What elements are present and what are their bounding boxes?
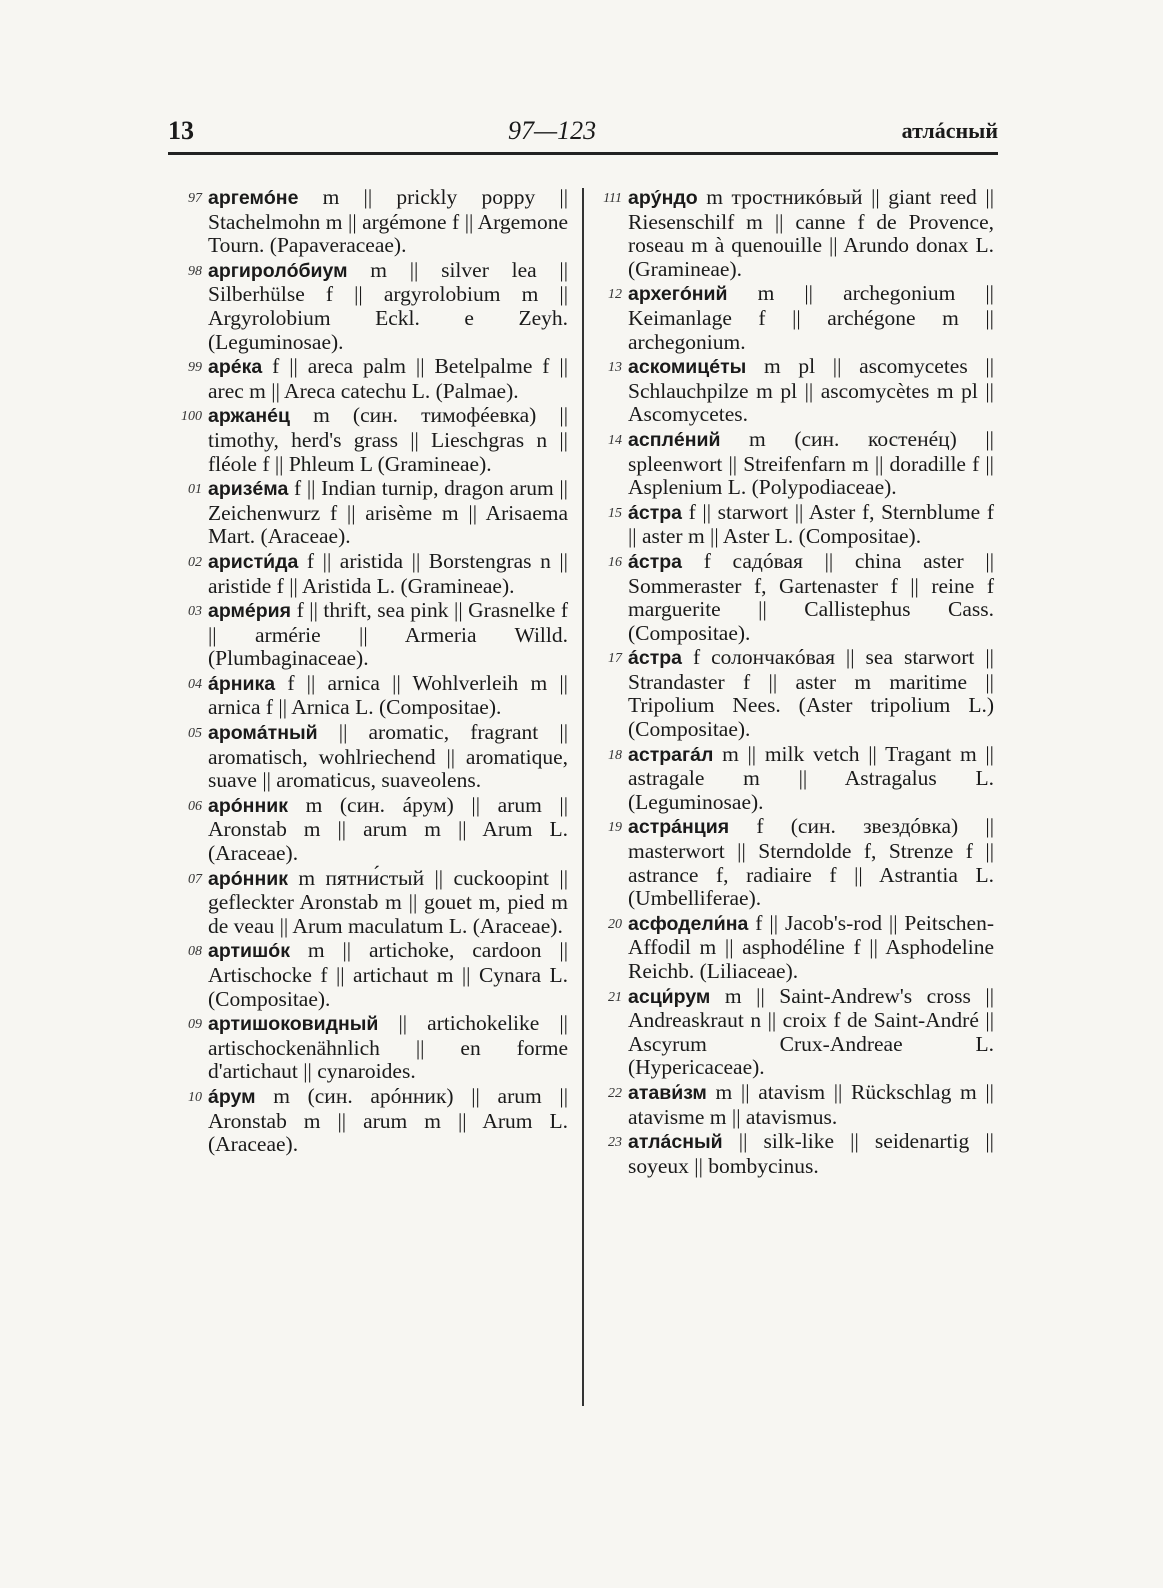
entry-number: 19 xyxy=(608,820,622,836)
entry-text: m || prickly poppy || Stachelmohn m || argémone f || Argemone Tourn. (Papaveraceae). xyxy=(208,185,568,258)
entry-text: || aromatic, fragrant || aromatisch, wohlriechend || aromatique, suave || aromaticus, suaveolens. xyxy=(208,720,568,793)
entry-text: f (син. звездóвка) || masterwort || Sterndolde f, Strenze f || astrance f, radiaire f || Astrantia L. (Umbelliferae). xyxy=(628,814,994,911)
dictionary-entry xyxy=(188,670,568,720)
header-rule xyxy=(168,152,998,155)
dictionary-entry xyxy=(188,548,568,598)
entry-text: m || milk vetch || Tragant m || astragale m || Astragalus L. (Leguminosae). xyxy=(628,741,994,814)
dictionary-entry xyxy=(608,548,994,645)
dictionary-entry xyxy=(608,741,994,815)
headword: арóнник xyxy=(208,794,288,817)
page-header xyxy=(168,112,998,152)
entry-number: 12 xyxy=(608,287,622,303)
dictionary-entry xyxy=(181,403,568,476)
dictionary-entry xyxy=(188,598,568,671)
entry-number: 21 xyxy=(608,989,622,1005)
headword: аргиролóбиум xyxy=(208,259,348,282)
entry-text: || silk-like || seidenartig || soyeux || bombycinus. xyxy=(628,1129,994,1178)
headword: астрáнция xyxy=(628,816,730,839)
headword: áстра xyxy=(628,647,682,670)
entry-number: 97 xyxy=(188,191,202,206)
entry-range: 97—123 xyxy=(508,116,597,145)
entry-number: 18 xyxy=(608,747,622,763)
dictionary-entry xyxy=(188,354,568,403)
guide-word: атлáсный xyxy=(901,118,998,143)
entry-number: 22 xyxy=(608,1085,622,1101)
headword: аристи́да xyxy=(208,550,299,573)
dictionary-entry xyxy=(188,1011,568,1084)
headword: аржанéц xyxy=(208,405,291,428)
entry-text: m pl || ascomycetes || Schlauchpilze m pl || ascomycètes m pl || Ascomycetes. xyxy=(628,354,994,427)
entry-number: 20 xyxy=(608,916,622,932)
entry-text: f садóвая || china aster || Sommeraster f, Gartenaster f || reine f marguerite || Callistephus Cass. (Compositae). xyxy=(628,548,994,645)
headword: аскомицéты xyxy=(628,356,747,379)
entry-text: m тростникóвый || giant reed || Riesenschilf m || canne f de Provence, roseau m à quenouille || Arundo donax L. (Gramineae). xyxy=(628,185,994,281)
entry-number: 13 xyxy=(608,360,622,376)
headword: асци́рум xyxy=(628,985,711,1008)
entry-number: 01 xyxy=(188,482,202,498)
dictionary-entry xyxy=(608,814,994,911)
entry-number: 06 xyxy=(188,798,202,814)
entry-number: 04 xyxy=(188,676,202,692)
entry-text: || artichokelike || artischockenähnlich || en forme d'artichaut || cynaroides. xyxy=(208,1011,568,1084)
entry-number: 05 xyxy=(188,726,202,742)
dictionary-entry xyxy=(188,185,568,258)
entry-text: f || Jacob's-rod || Peitschen-Affodil m || asphodéline f || Asphodeline Reichb. (Liliaceae). xyxy=(628,910,994,983)
dictionary-entry xyxy=(608,645,994,742)
entry-text: m || artichoke, cardoon || Artischocke f || artichaut m || Cynara L. (Compositae). xyxy=(208,938,568,1011)
dictionary-entry xyxy=(608,983,994,1080)
entry-number: 15 xyxy=(608,505,622,521)
entry-text: f || areca palm || Betelpalme f || arec m || Areca catechu L. (Palmae). xyxy=(208,354,568,403)
entry-number: 17 xyxy=(608,651,622,667)
headword: арýндо xyxy=(628,187,698,209)
dictionary-entry xyxy=(608,1079,994,1129)
dictionary-entry xyxy=(608,354,994,427)
entry-text: f || thrift, sea pink || Grasnelke f || armérie || Armeria Willd. (Plumbaginaceae). xyxy=(208,598,568,671)
headword: атави́зм xyxy=(628,1081,707,1104)
entry-number: 10 xyxy=(188,1089,202,1105)
entry-number: 09 xyxy=(188,1017,202,1033)
entry-number: 111 xyxy=(603,191,622,206)
dictionary-entry xyxy=(188,720,568,793)
page-number: 13 xyxy=(168,116,194,145)
headword: артишóк xyxy=(208,940,290,963)
entry-text: m (син. áрум) || arum || Aronstab m || arum m || Arum L. (Araceae). xyxy=(208,792,568,866)
dictionary-entry xyxy=(188,1083,568,1157)
dictionary-entry xyxy=(608,1129,994,1178)
headword: артишоковидный xyxy=(208,1013,379,1036)
dictionary-entry xyxy=(188,257,568,354)
dictionary-entry xyxy=(188,865,568,939)
headword: áстра xyxy=(628,550,682,573)
headword: áрум xyxy=(208,1085,256,1108)
entry-number: 100 xyxy=(181,409,202,425)
entry-text: f || Indian turnip, dragon arum || Zeichenwurz f || arisème m || Arisaema Mart. (Araceae). xyxy=(208,476,568,549)
entry-number: 03 xyxy=(188,604,202,620)
headword: атлáсный xyxy=(628,1131,723,1154)
entry-text: m || atavism || Rückschlag m || atavisme m || atavismus. xyxy=(628,1079,994,1129)
left-column xyxy=(181,185,568,1158)
entry-text: m пятни́стый || cuckoopint || gefleckter Aronstab m || gouet m, pied m de veau || Arum maculatum L. (Araceae). xyxy=(208,865,568,938)
entry-number: 08 xyxy=(188,944,202,960)
dictionary-entry xyxy=(603,185,994,281)
entry-text: f солончакóвая || sea starwort || Strandaster f || aster m maritime || Tripolium Nees. (Aster tripolium L.) (Compositae). xyxy=(628,645,994,742)
entry-text: f || aristida || Borstengras n || aristide f || Aristida L. (Gramineae). xyxy=(208,548,568,598)
entry-text: m (син. тимофéевка) || timothy, herd's grass || Lieschgras n || fléole f || Phleum L (Gramineae). xyxy=(208,403,568,476)
entry-text: f || arnica || Wohlverleih m || arnica f || Arnica L. (Compositae). xyxy=(208,670,568,720)
entry-text: m || silver lea || Silberhülse f || argyrolobium m || Argyrolobium Eckl. e Zeyh. (Leguminosae). xyxy=(208,257,568,354)
headword: áстра xyxy=(628,501,682,524)
dictionary-entry xyxy=(188,792,568,866)
dictionary-entry xyxy=(608,426,994,500)
entry-text: f || starwort || Aster f, Sternblume f || aster m || Aster L. (Compositae). xyxy=(628,499,994,549)
column-divider xyxy=(582,188,584,1406)
entry-text: m || Saint-Andrew's cross || Andreaskraut n || croix f de Saint-André || Ascyrum Crux-Andreae L. (Hypericaceae). xyxy=(628,983,994,1080)
entry-number: 99 xyxy=(188,360,202,376)
dictionary-entry xyxy=(608,910,994,984)
headword: архегóний xyxy=(628,283,728,306)
headword: арóнник xyxy=(208,867,288,890)
dictionary-entry xyxy=(188,476,568,549)
entry-number: 98 xyxy=(188,263,202,279)
entry-number: 23 xyxy=(608,1135,622,1151)
dictionary-entry xyxy=(608,281,994,354)
headword: áрника xyxy=(208,672,276,695)
headword: аргемóне xyxy=(208,187,299,209)
headword: аромáтный xyxy=(208,722,318,745)
entry-text: m (син. костенéц) || spleenwort || Streifenfarn m || doradille f || Asplenium L. (Polypodiaceae). xyxy=(628,426,994,500)
entry-number: 07 xyxy=(188,871,202,887)
entry-number: 14 xyxy=(608,432,622,448)
headword: асплéний xyxy=(628,428,721,451)
entry-text: m || archegonium || Keimanlage f || archégone m || archegonium. xyxy=(628,281,994,354)
dictionary-entry xyxy=(608,499,994,549)
right-column xyxy=(603,185,994,1179)
headword: астрагáл xyxy=(628,743,714,766)
headword: аризéма xyxy=(208,478,289,501)
entry-text: m (син. арóнник) || arum || Aronstab m || arum m || Arum L. (Araceae). xyxy=(208,1083,568,1157)
headword: армéрия xyxy=(208,600,292,623)
headword: арéка xyxy=(208,356,263,379)
headword: асфодели́на xyxy=(628,912,749,935)
entry-number: 02 xyxy=(188,554,202,570)
dictionary-entry xyxy=(188,938,568,1011)
entry-number: 16 xyxy=(608,554,622,570)
